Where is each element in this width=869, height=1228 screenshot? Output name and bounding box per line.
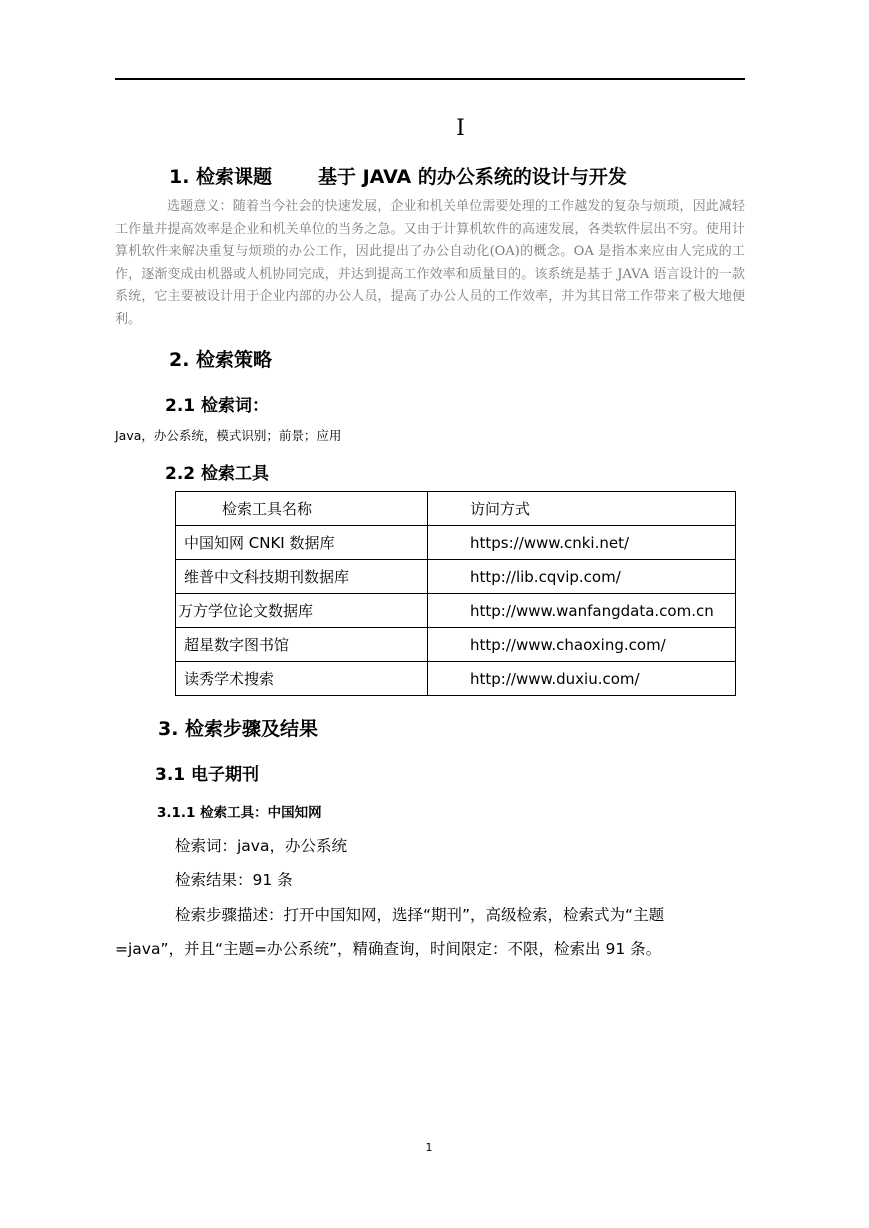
tool-url-cell: http://www.wanfangdata.com.cn (428, 594, 736, 628)
tool-name-cell: 万方学位论文数据库 (176, 594, 428, 628)
table-row (176, 560, 736, 594)
page-number: 1 (425, 1141, 433, 1154)
tool-name-cell: 中国知网 CNKI 数据库 (176, 526, 428, 560)
tool-url-cell: http://www.chaoxing.com/ (428, 628, 736, 662)
search-results-line: 检索结果：91 条 (175, 871, 293, 889)
tool-url-cell: https://www.cnki.net/ (428, 526, 736, 560)
search-tools-table (175, 491, 736, 696)
search-steps-line-2: =java”，并且“主题=办公系统”，精确查询，时间限定：不限，检索出 91 条。 (115, 940, 662, 958)
section-2-heading: 2. 检索策略 (169, 349, 273, 371)
section-2-1-heading: 2.1 检索词： (165, 396, 270, 416)
table-row (176, 526, 736, 560)
tool-name-cell: 超星数字图书馆 (176, 628, 428, 662)
roman-page-marker: I (456, 116, 465, 141)
table-row (176, 628, 736, 662)
header-rule (115, 78, 745, 80)
topic-significance-paragraph: 选题意义：随着当今社会的快速发展，企业和机关单位需要处理的工作越发的复杂与烦琐，因此减轻工作量并提高效率是企业和机关单位的当务之急。又由于计算机软件的高速发展，各类软件层出不穷。使用计算机软件来解决重复与烦琐的办公工作，因此提出了办公自动化(OA)的概念。OA 是指本来应由人完成的工作，逐渐变成由机器或人机协同完成，并达到提高工作效率和质量目的。该系统是基于 JAVA 语言设计的一款系统，它主要被设计用于企业内部的办公人员，提高了办公人员的工作效率，并为其日常工作带来了极大地便利。 (115, 199, 745, 327)
search-steps-line-1: 检索步骤描述：打开中国知网，选择“期刊”，高级检索，检索式为“主题 (175, 906, 665, 924)
research-topic-title: 基于 JAVA 的办公系统的设计与开发 (318, 166, 627, 188)
tool-name-cell: 维普中文科技期刊数据库 (176, 560, 428, 594)
section-2-2-heading: 2.2 检索工具 (165, 464, 270, 484)
search-keywords: Java，办公系统，模式识别；前景；应用 (115, 428, 342, 443)
section-3-1-heading: 3.1 电子期刊 (155, 765, 260, 785)
tool-url-cell: http://lib.cqvip.com/ (428, 560, 736, 594)
table-row (176, 594, 736, 628)
section-1-heading: 1. 检索课题 (169, 166, 273, 188)
table-row (176, 662, 736, 696)
tool-name-cell: 读秀学术搜索 (176, 662, 428, 696)
tool-url-cell: http://www.duxiu.com/ (428, 662, 736, 696)
section-3-heading: 3. 检索步骤及结果 (158, 718, 319, 740)
table-header-row (176, 492, 736, 526)
search-terms-line: 检索词：java，办公系统 (175, 837, 347, 855)
section-3-1-1-heading: 3.1.1 检索工具：中国知网 (157, 805, 322, 821)
table-header-cell: 访问方式 (428, 492, 736, 526)
table-header-cell: 检索工具名称 (176, 492, 428, 526)
